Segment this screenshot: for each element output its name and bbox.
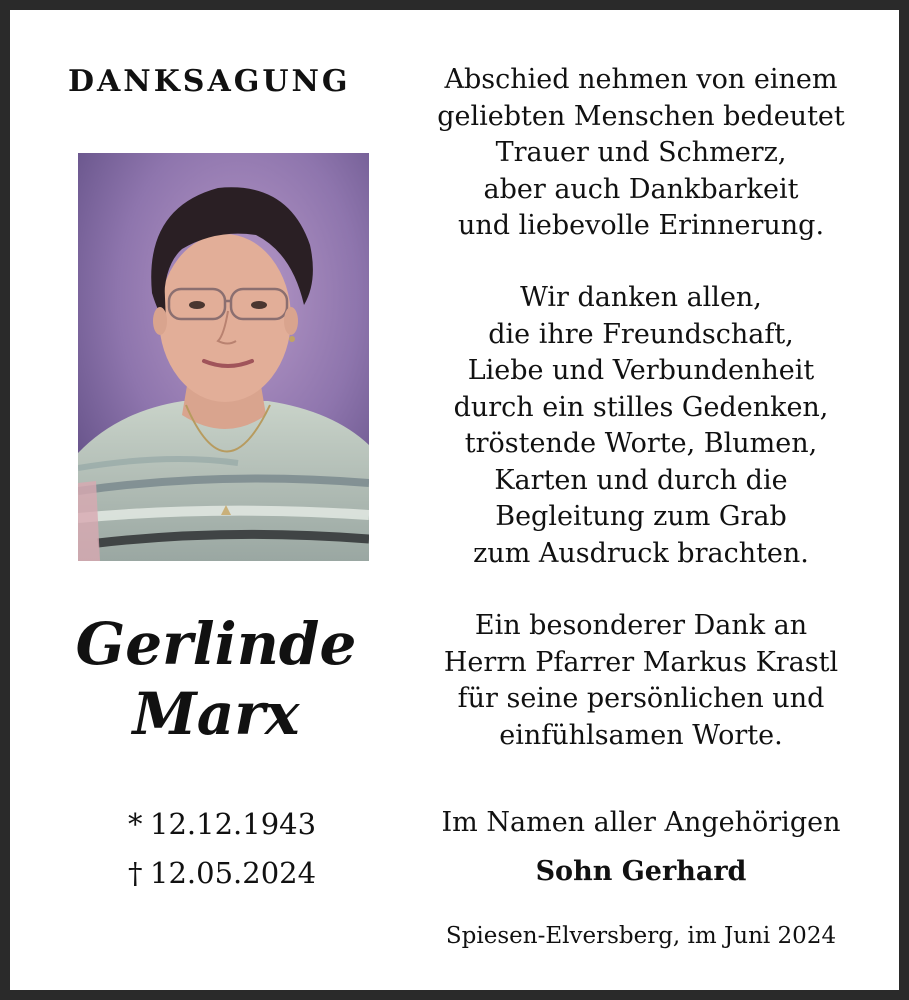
portrait-photo: [78, 153, 369, 561]
text-line: Abschied nehmen von einem: [444, 64, 838, 95]
cross-icon: †: [128, 856, 143, 890]
text-line: Karten und durch die: [494, 464, 788, 496]
text-line: geliebten Menschen bedeutet: [437, 100, 845, 132]
portrait-illustration: [78, 153, 369, 561]
family-line: Im Namen aller Angehörigen: [441, 807, 841, 838]
text-line: tröstende Worte, Blumen,: [464, 428, 818, 459]
text-line: einfühlsamen Worte.: [499, 719, 783, 751]
paragraph-special-thanks: [415, 608, 867, 754]
first-name: Gerlinde: [75, 610, 357, 678]
obituary-notice: [10, 10, 899, 990]
text-line: aber auch Dankbarkeit: [483, 173, 799, 205]
birth-date: [128, 807, 316, 841]
text-line: durch ein stilles Gedenken,: [453, 391, 829, 423]
text-line: die ihre Freundschaft,: [488, 318, 794, 350]
paragraph-thanks: [415, 280, 867, 572]
text-line: zum Ausdruck brachten.: [473, 537, 809, 569]
birth-symbol: *: [128, 807, 143, 841]
notice-heading: DANKSAGUNG: [68, 64, 351, 99]
text-line: und liebevolle Erinnerung.: [457, 210, 825, 241]
last-name: Marx: [132, 680, 300, 748]
text-line: Wir danken allen,: [520, 282, 762, 313]
paragraph-farewell: [415, 62, 867, 245]
text-line: Begleitung zum Grab: [495, 501, 787, 532]
text-line: für seine persönlichen und: [457, 683, 825, 714]
death-date: [128, 856, 316, 890]
text-line: Liebe und Verbundenheit: [467, 355, 815, 386]
death-date-value: 12.05.2024: [150, 856, 317, 890]
text-line: Ein besonderer Dank an: [474, 610, 808, 641]
birth-date-value: 12.12.1943: [150, 807, 317, 841]
text-line: Trauer und Schmerz,: [495, 137, 787, 168]
signer-name: Sohn Gerhard: [535, 856, 747, 887]
text-line: Herrn Pfarrer Markus Krastl: [443, 646, 839, 678]
place-and-date: Spiesen-Elversberg, im Juni 2024: [445, 923, 837, 949]
